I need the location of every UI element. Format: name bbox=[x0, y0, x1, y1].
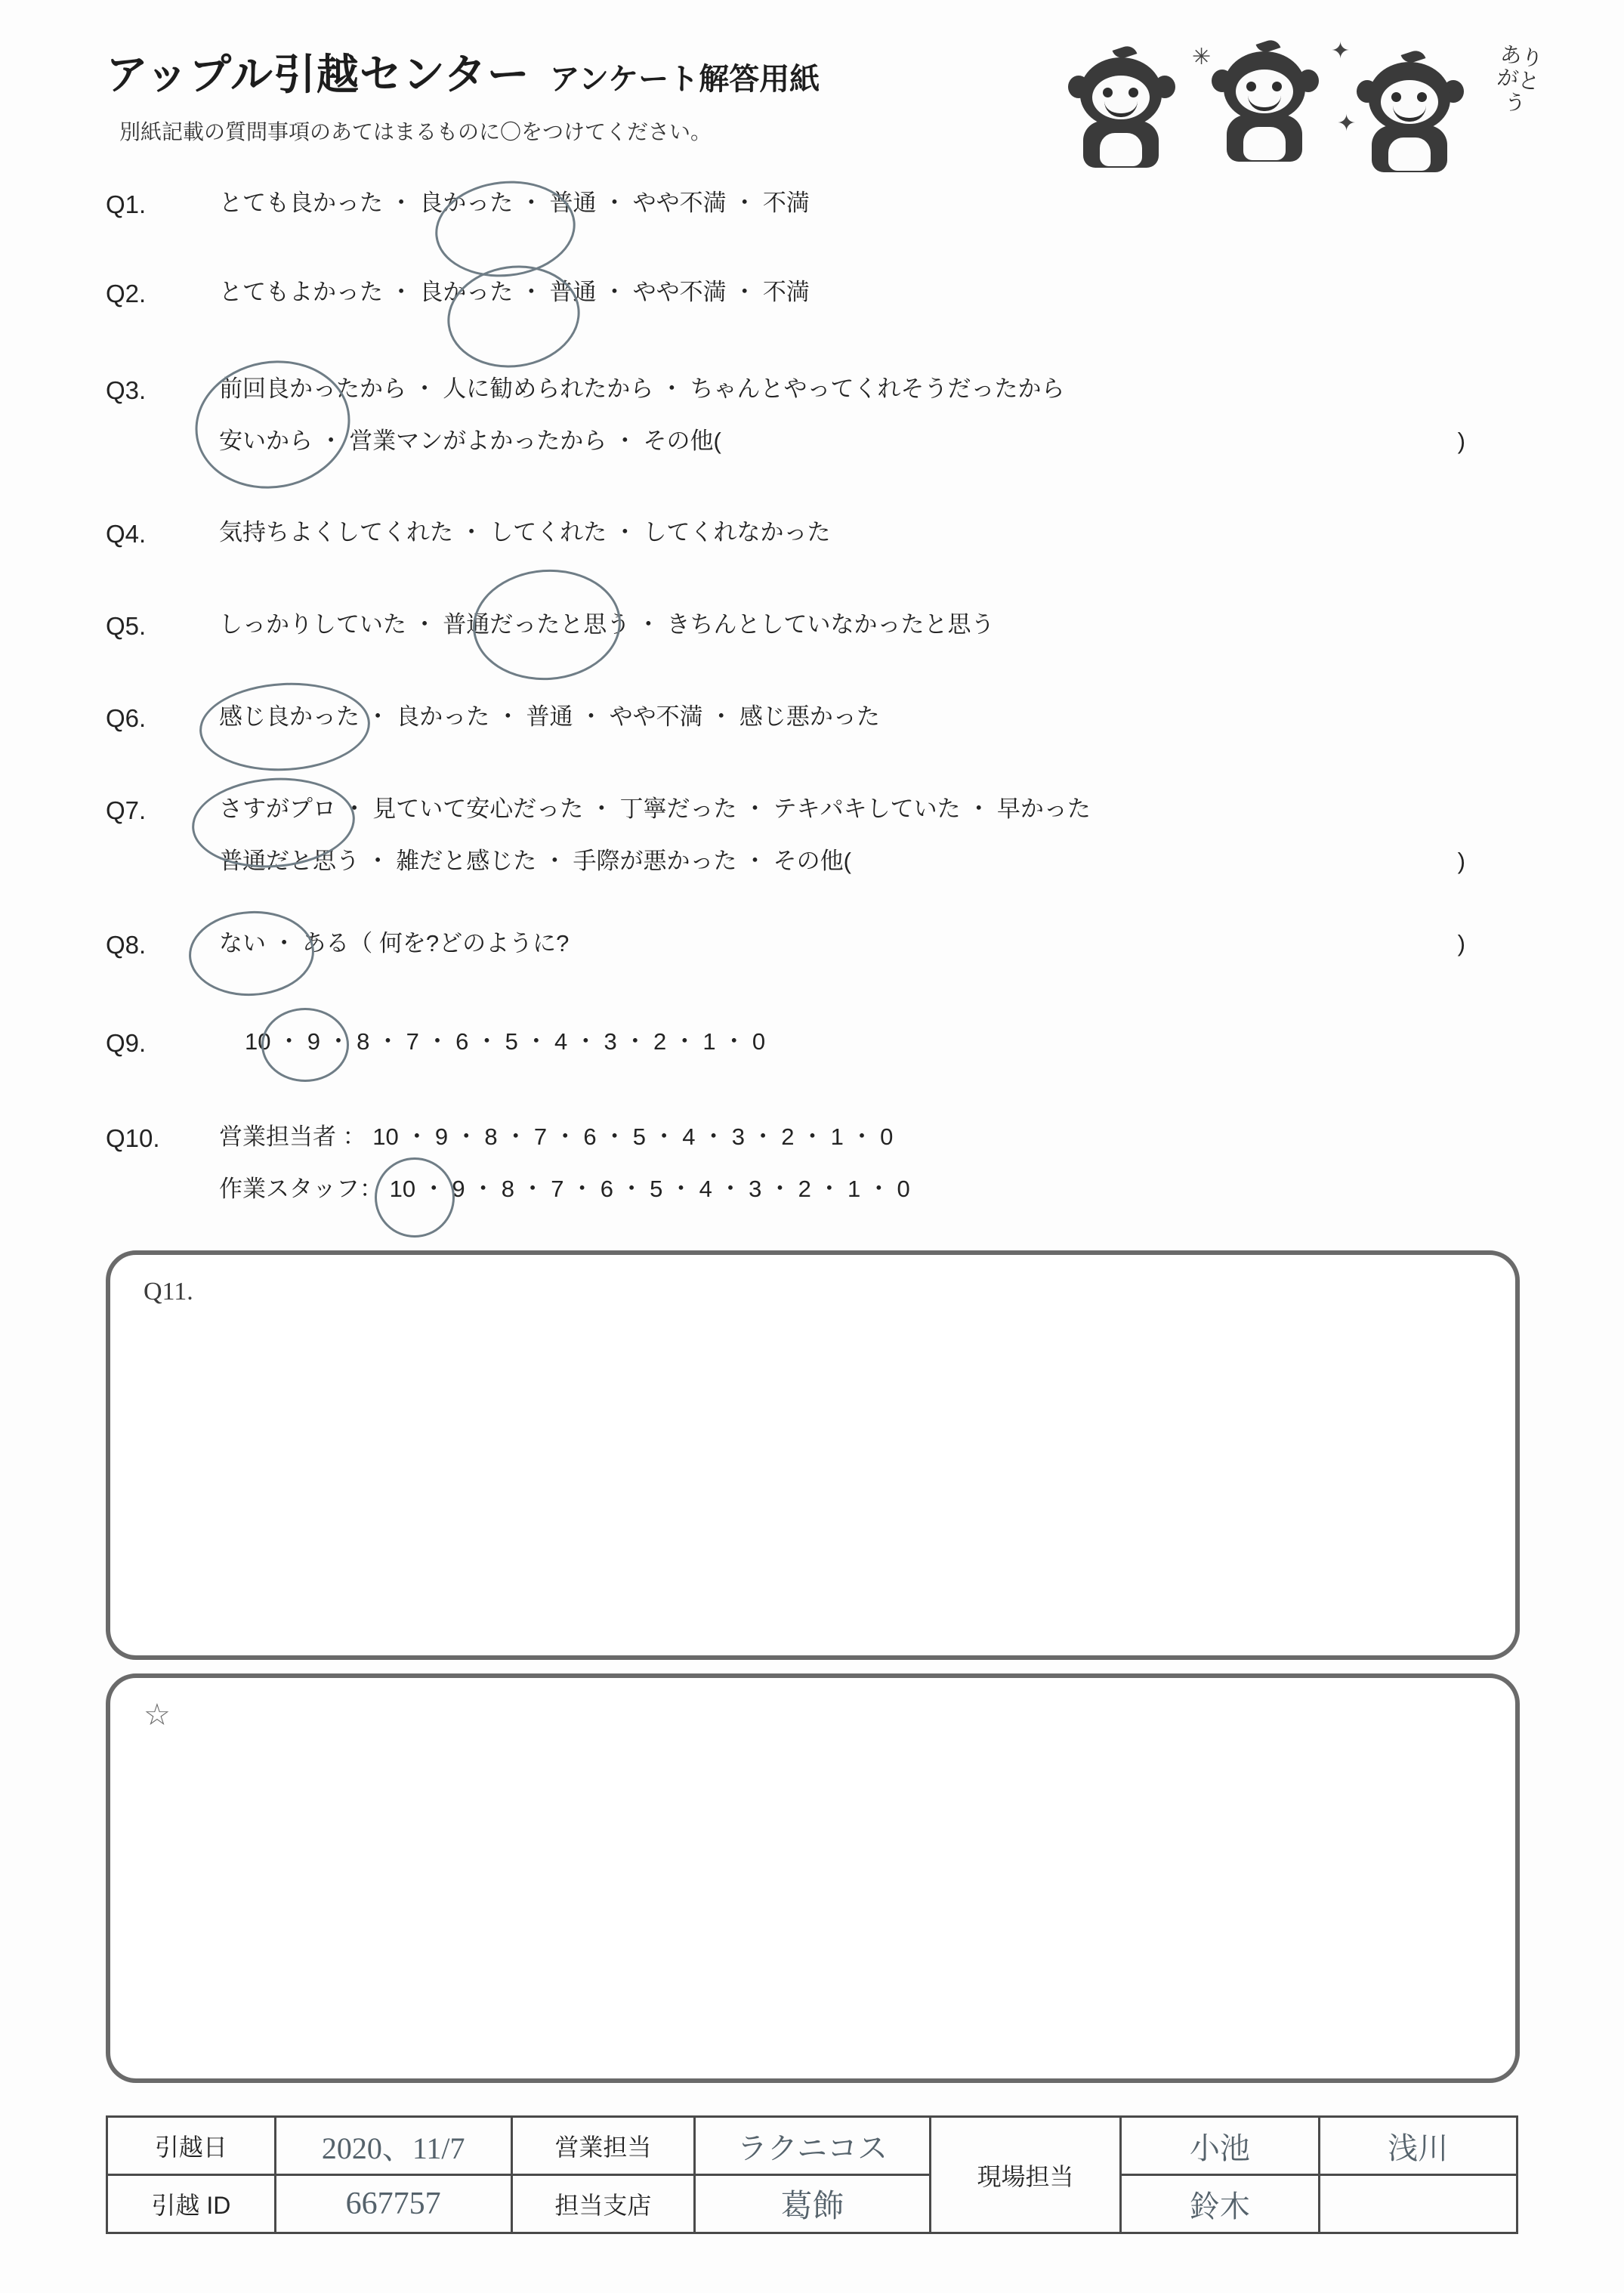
question-row-q6 bbox=[106, 703, 1526, 795]
option-line-staff[interactable]: 作業スタッフ： 10 ・ 9 ・ 8 ・ 7 ・ 6 ・ 5 ・ 4 ・ 3 ・ 2 ・ 1 ・ 0 bbox=[219, 1175, 910, 1202]
move-id-value[interactable]: 667757 bbox=[275, 2175, 511, 2233]
question-options[interactable] bbox=[219, 1028, 1526, 1057]
free-text-close-paren: ) bbox=[1457, 847, 1465, 874]
question-label: Q5. bbox=[106, 612, 147, 640]
comment-box-value[interactable] bbox=[144, 1323, 1482, 1633]
company-name: アップル引越センター bbox=[106, 51, 530, 98]
sales-rep-label: 営業担当 bbox=[511, 2117, 695, 2175]
question-label: Q3. bbox=[106, 376, 147, 404]
comment-box-q11[interactable] bbox=[106, 1250, 1520, 1660]
question-label: Q7. bbox=[106, 796, 147, 824]
monkey-icon bbox=[1354, 59, 1467, 180]
question-row-q1 bbox=[106, 189, 1526, 278]
option-line[interactable]: 10 ・ 9 ・ 8 ・ 7 ・ 6 ・ 5 ・ 4 ・ 3 ・ 2 ・ 1 ・ 0 bbox=[245, 1028, 766, 1055]
site-staff-3[interactable]: 鈴木 bbox=[1121, 2175, 1319, 2233]
option-line[interactable]: とてもよかった ・ 良かった ・ 普通 ・ やや不満 ・ 不満 bbox=[219, 279, 810, 305]
option-line[interactable]: 感じ良かった ・ 良かった ・ 普通 ・ やや不満 ・ 感じ悪かった bbox=[219, 703, 880, 730]
question-row-q8 bbox=[106, 929, 1526, 1028]
option-line-text[interactable]: 安いから ・ 営業マンがよかったから ・ その他( bbox=[219, 427, 721, 454]
question-label: Q4. bbox=[106, 520, 147, 548]
question-label: Q1. bbox=[106, 190, 147, 218]
option-line-text[interactable]: ない ・ ある（ 何を?どのように? bbox=[219, 930, 570, 956]
comment-box-value[interactable] bbox=[144, 1746, 1482, 2056]
question-row-q9 bbox=[106, 1028, 1526, 1123]
question-row-q7 bbox=[106, 795, 1526, 929]
page-title: アンケート解答用紙 bbox=[549, 63, 820, 96]
option-line[interactable] bbox=[219, 929, 1526, 959]
option-line-text[interactable]: 普通だと思う ・ 雑だと感じた ・ 手際が悪かった ・ その他( bbox=[219, 847, 851, 874]
monkey-icon bbox=[1065, 54, 1178, 175]
option-line-sales[interactable]: 営業担当者 ： 10 ・ 9 ・ 8 ・ 7 ・ 6 ・ 5 ・ 4 ・ 3 ・ 2 ・ 1 ・ 0 bbox=[219, 1123, 894, 1150]
mascot-illustration bbox=[1065, 38, 1545, 181]
option-line[interactable]: さすがプロ ・ 見ていて安心だった ・ 丁寧だった ・ テキパキしていた ・ 早かった bbox=[219, 796, 1091, 822]
option-line[interactable]: しっかりしていた ・ 普通だったと思う ・ きちんとしていなかったと思う bbox=[219, 611, 995, 638]
sparkle-icon: ✳ bbox=[1192, 45, 1212, 70]
question-options[interactable] bbox=[219, 610, 1526, 640]
table-row bbox=[107, 2175, 1517, 2233]
question-row-q2 bbox=[106, 278, 1526, 375]
question-label: Q9. bbox=[106, 1029, 147, 1057]
move-id-label: 引越 ID bbox=[107, 2175, 276, 2233]
question-row-q3 bbox=[106, 375, 1526, 518]
option-line[interactable] bbox=[219, 847, 1526, 876]
monkey-icon bbox=[1209, 48, 1322, 169]
comment-box-label: Q11. bbox=[144, 1278, 193, 1306]
comment-box-free[interactable] bbox=[106, 1673, 1520, 2083]
question-options[interactable] bbox=[219, 703, 1526, 732]
table-row bbox=[107, 2117, 1517, 2175]
thanks-text: ありがとう bbox=[1496, 42, 1545, 116]
question-row-q4 bbox=[106, 518, 1526, 610]
site-staff-4[interactable] bbox=[1319, 2175, 1517, 2233]
branch-value[interactable]: 葛飾 bbox=[695, 2175, 931, 2233]
star-icon: ☆ bbox=[144, 1698, 171, 1732]
page-header bbox=[106, 42, 1163, 146]
branch-label: 担当支店 bbox=[511, 2175, 695, 2233]
free-text-close-paren: ) bbox=[1457, 930, 1465, 956]
site-staff-label: 現場担当 bbox=[930, 2117, 1120, 2233]
question-options[interactable] bbox=[219, 375, 1526, 456]
site-staff-2[interactable]: 浅川 bbox=[1319, 2117, 1517, 2175]
question-label: Q6. bbox=[106, 704, 147, 732]
sparkle-icon: ✦ bbox=[1331, 39, 1351, 63]
site-staff-1[interactable]: 小池 bbox=[1121, 2117, 1319, 2175]
question-row-q5 bbox=[106, 610, 1526, 703]
option-line[interactable]: とても良かった ・ 良かった ・ 普通 ・ やや不満 ・ 不満 bbox=[219, 190, 810, 216]
question-row-q10 bbox=[106, 1123, 1526, 1244]
footer-table bbox=[106, 2115, 1518, 2234]
question-options[interactable] bbox=[219, 189, 1526, 218]
instructions-text: 別紙記載の質問事項のあてはまるものに〇をつけてください。 bbox=[119, 120, 712, 144]
option-line[interactable]: 気持ちよくしてくれた ・ してくれた ・ してくれなかった bbox=[219, 519, 831, 545]
brand-line bbox=[106, 42, 1163, 102]
move-date-value[interactable]: 2020、11/7 bbox=[275, 2117, 511, 2175]
free-text-close-paren: ) bbox=[1457, 427, 1465, 454]
question-label: Q8. bbox=[106, 931, 147, 959]
move-date-label: 引越日 bbox=[107, 2117, 276, 2175]
question-options[interactable] bbox=[219, 518, 1526, 548]
sparkle-icon: ✦ bbox=[1337, 111, 1357, 136]
question-label: Q2. bbox=[106, 280, 147, 307]
question-label: Q10. bbox=[106, 1124, 160, 1152]
questions-list bbox=[106, 189, 1526, 1244]
sales-rep-value[interactable]: ラクニコス bbox=[695, 2117, 931, 2175]
question-options[interactable] bbox=[219, 795, 1526, 876]
question-options[interactable] bbox=[219, 278, 1526, 307]
option-line[interactable] bbox=[219, 427, 1526, 456]
question-options[interactable] bbox=[219, 1123, 1526, 1204]
question-options[interactable] bbox=[219, 929, 1526, 959]
option-line[interactable]: 前回良かったから ・ 人に勧められたから ・ ちゃんとやってくれそうだったから bbox=[219, 375, 1065, 402]
